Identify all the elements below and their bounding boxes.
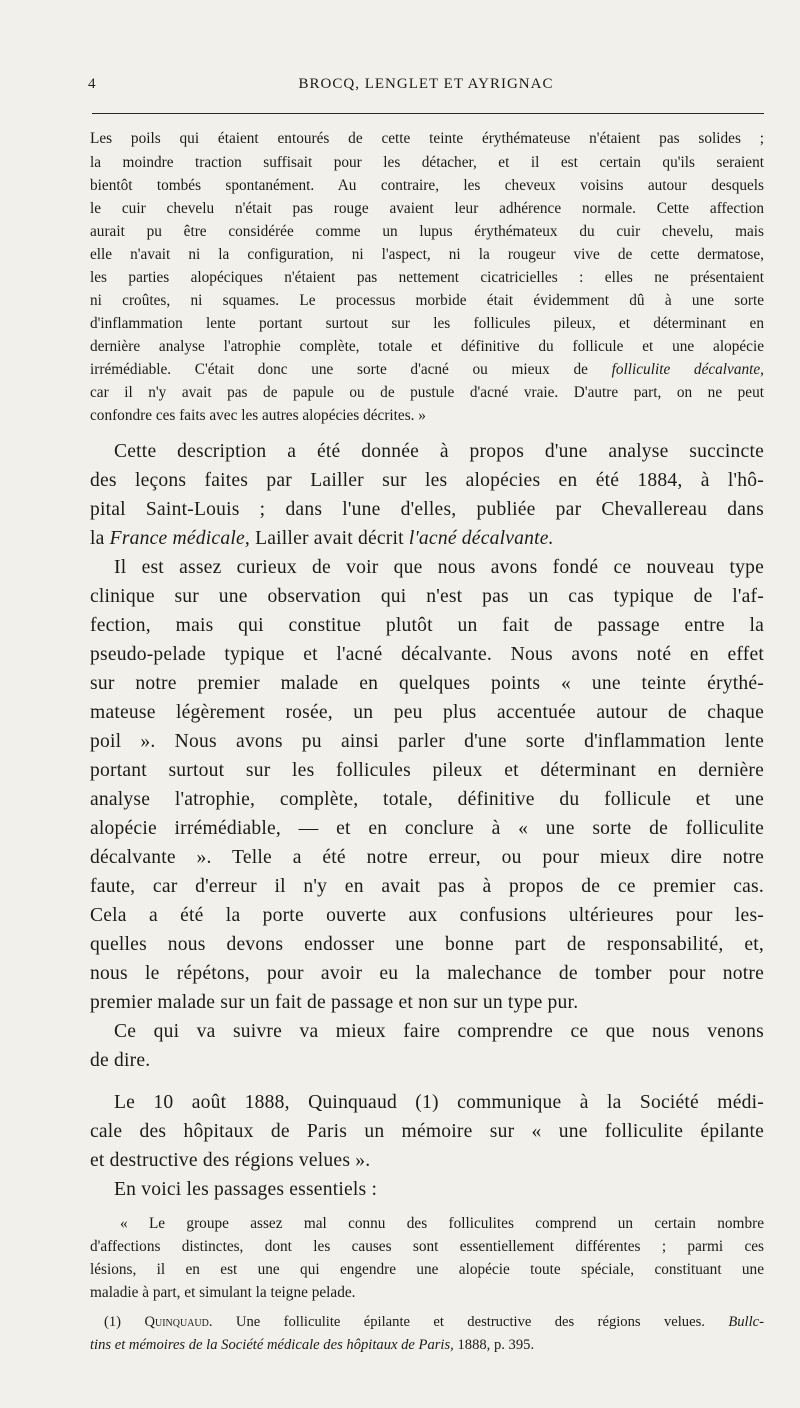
text-line: En voici les passages essentiels :	[114, 1179, 378, 1200]
page-number: 4	[88, 76, 97, 92]
running-title: BROCQ, LENGLET ET AYRIGNAC	[298, 76, 554, 92]
text-line: quelles nous devons endosser une bonne part de responsabilité, et,	[90, 934, 764, 955]
text-line: et destructive des régions velues ».	[90, 1150, 371, 1171]
text-line: poil ». Nous avons pu ainsi parler d'une sorte d'inflammation lente	[90, 731, 764, 752]
text-line: la France médicale, Lailler avait décrit l'acné décalvante.	[90, 528, 554, 549]
text-line: la moindre traction suffisait pour les détacher, et il est certain qu'ils seraient	[90, 154, 764, 171]
text-line: sur notre premier malade en quelques points « une teinte érythé-	[90, 673, 764, 694]
footnote-author: Quinquaud.	[144, 1314, 213, 1330]
footnote-line: (1) Quinquaud. Une folliculite épilante et destructive des régions velues. Bullc-	[104, 1314, 764, 1330]
text-line: bientôt tombés spontanément. Au contraire, les cheveux voisins autour desquels	[90, 177, 764, 194]
text-line: fection, mais qui constitue plutôt un fait de passage entre la	[90, 615, 764, 636]
text-line: ni croûtes, ni squames. Le processus morbide était évidemment dû à une sorte	[90, 292, 764, 309]
text-line: Les poils qui étaient entourés de cette teinte érythémateuse n'étaient pas solides ;	[90, 130, 764, 147]
text-line: décalvante ». Telle a été notre erreur, ou pour mieux dire notre	[90, 847, 764, 868]
text-line: car il n'y avait pas de papule ou de pustule d'acné vraie. D'autre part, on ne peut	[90, 384, 764, 401]
text-line: cale des hôpitaux de Paris un mémoire sur « une folliculite épilante	[90, 1121, 764, 1142]
text-line: Il est assez curieux de voir que nous avons fondé ce nouveau type	[114, 557, 764, 578]
text-line: irrémédiable. C'était donc une sorte d'acné ou mieux de folliculite décalvante,	[90, 361, 765, 378]
text-line: maladie à part, et simulant la teigne pelade.	[90, 1284, 356, 1301]
text-line: premier malade sur un fait de passage et non sur un type pur.	[90, 992, 579, 1013]
text-line: mateuse légèrement rosée, un peu plus accentuée autour de chaque	[90, 702, 764, 723]
footnote-journal: Bullc-	[728, 1314, 764, 1330]
text-line: pital Saint-Louis ; dans l'une d'elles, publiée par Chevallereau dans	[90, 499, 764, 520]
text-line: Ce qui va suivre va mieux faire comprendre ce que nous venons	[114, 1021, 764, 1042]
text-line: dernière analyse l'atrophie complète, totale et définitive du follicule et une alopécie	[90, 338, 764, 355]
text-line: des leçons faites par Lailler sur les alopécies en été 1884, à l'hô-	[90, 470, 764, 491]
text-line: alopécie irrémédiable, — et en conclure à « une sorte de folliculite	[90, 818, 764, 839]
text-line: lésions, il en est une qui engendre une alopécie toute spéciale, constituant une	[90, 1261, 764, 1278]
text-line: confondre ces faits avec les autres alopécies décrites. »	[90, 407, 426, 424]
text-line: portant surtout sur les follicules pileux et déterminant en dernière	[90, 760, 764, 781]
text-line: Cela a été la porte ouverte aux confusions ultérieures pour les-	[90, 905, 764, 926]
footnote-line: tins et mémoires de la Société médicale des hôpitaux de Paris, 1888, p. 395.	[90, 1337, 535, 1353]
header-rule	[92, 113, 764, 114]
text-line: aurait pu être considérée comme un lupus érythémateux du cuir chevelu, mais	[90, 223, 764, 240]
italic-term: l'acné décalvante.	[408, 528, 554, 549]
text-line: Cette description a été donnée à propos d'une analyse succincte	[114, 441, 764, 462]
text-line: pseudo-pelade typique et l'acné décalvante. Nous avons noté en effet	[90, 644, 764, 665]
text-line: Le 10 août 1888, Quinquaud (1) communique à la Société médi-	[114, 1092, 764, 1113]
journal-title: France médicale,	[109, 528, 250, 549]
text-line: d'inflammation lente portant surtout sur les follicules pileux, et déterminant en	[90, 315, 764, 332]
running-header	[88, 76, 764, 100]
text-line: clinique sur une observation qui n'est pas un cas typique de l'af-	[90, 586, 764, 607]
text-line: d'affections distinctes, dont les causes sont essentiellement différentes ; parmi ces	[90, 1238, 764, 1255]
text-line: faute, car d'erreur il n'y en avait pas à propos de ce premier cas.	[90, 876, 764, 897]
text-line: nous le répétons, pour avoir eu la malechance de tomber pour notre	[90, 963, 764, 984]
italic-term: folliculite décalvante,	[611, 361, 765, 378]
text-line: analyse l'atrophie, complète, totale, définitive du follicule et une	[90, 789, 764, 810]
text-line: de dire.	[90, 1050, 151, 1071]
text-line: elle n'avait ni la configuration, ni l'aspect, ni la rougeur vive de cette dermatose,	[90, 246, 764, 263]
text-line: les parties alopéciques n'étaient pas nettement cicatricielles : elles ne présentaient	[90, 269, 764, 286]
text-line: le cuir chevelu n'était pas rouge avaient leur adhérence normale. Cette affection	[90, 200, 764, 217]
footnote-marker: (1)	[104, 1314, 122, 1330]
text-line: « Le groupe assez mal connu des folliculites comprend un certain nombre	[120, 1215, 764, 1232]
footnote-journal: tins et mémoires de la Société médicale des hôpitaux de Paris,	[90, 1337, 454, 1353]
